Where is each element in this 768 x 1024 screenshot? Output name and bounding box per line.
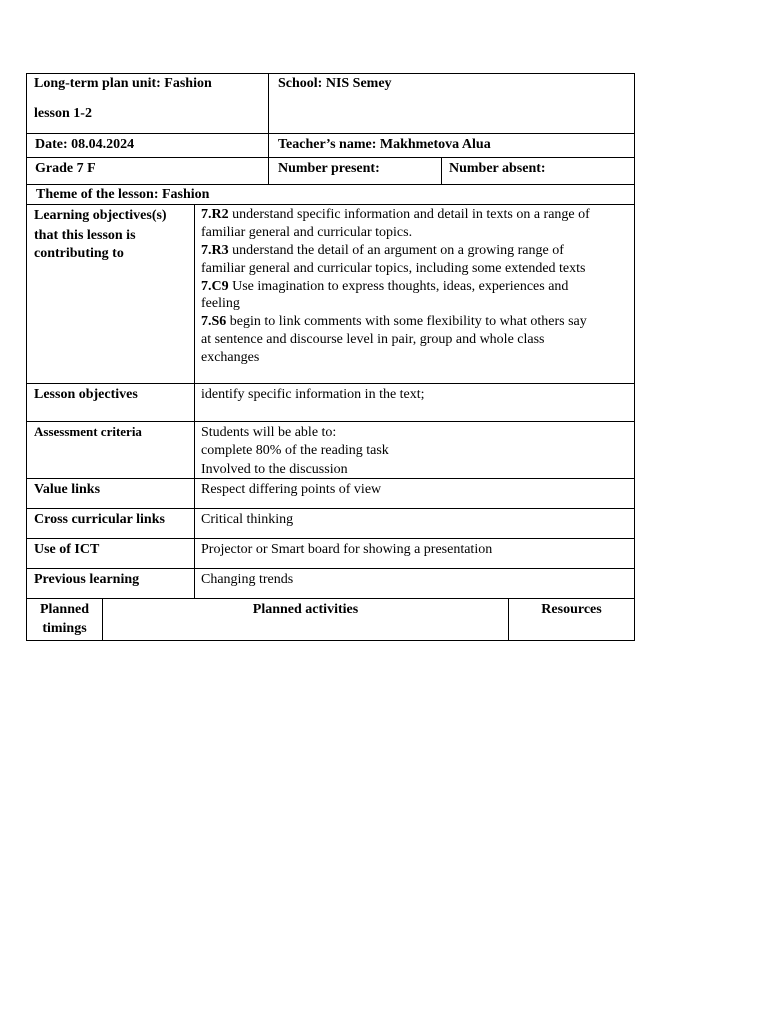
table-border <box>441 157 442 184</box>
teacher-name: Teacher’s name: Makhmetova Alua <box>278 137 491 152</box>
table-border <box>26 157 635 158</box>
table-border <box>26 184 635 185</box>
planned-timings-header: Planned <box>39 602 89 617</box>
table-border <box>26 538 635 539</box>
table-border <box>26 204 635 205</box>
value-links-value: Respect differing points of view <box>201 482 382 497</box>
objective-text: familiar general and curricular topics, including some extended texts <box>201 261 586 276</box>
resources-header: Resources <box>541 602 602 617</box>
learning-objectives-label: Learning objectives(s) <box>34 208 167 223</box>
use-of-ict-value: Projector or Smart board for showing a presentation <box>201 542 493 557</box>
objective-code: 7.S6 <box>201 314 227 329</box>
objective-text: exchanges <box>201 350 260 365</box>
objective-code: 7.R2 <box>201 207 229 222</box>
learning-objectives-label: contributing to <box>34 246 124 261</box>
lesson-objectives-value: identify specific information in the text; <box>201 387 425 402</box>
table-border <box>26 598 635 599</box>
objective-line <box>201 278 568 296</box>
table-border <box>268 73 269 184</box>
use-of-ict-label: Use of ICT <box>34 542 100 557</box>
assessment-criteria-value: Involved to the discussion <box>201 462 348 477</box>
objective-text: begin to link comments with some flexibility to what others say <box>226 314 587 329</box>
table-border <box>634 73 635 641</box>
table-border <box>26 421 635 422</box>
table-border <box>26 383 635 384</box>
table-border <box>194 204 195 598</box>
table-border <box>26 73 635 74</box>
objective-text: Use imagination to express thoughts, ideas, experiences and <box>228 279 569 294</box>
previous-learning-value: Changing trends <box>201 572 294 587</box>
objective-text: understand the detail of an argument on a growing range of <box>228 243 564 258</box>
number-present: Number present: <box>278 161 380 176</box>
objective-code: 7.C9 <box>201 279 229 294</box>
objective-line <box>201 242 564 260</box>
grade: Grade 7 F <box>35 161 96 176</box>
assessment-criteria-label: Assessment criteria <box>34 424 142 439</box>
table-border <box>26 73 27 641</box>
table-border <box>26 568 635 569</box>
objective-text: feeling <box>201 296 240 311</box>
planned-activities-header: Planned activities <box>252 602 359 617</box>
lesson-objectives-label: Lesson objectives <box>34 387 138 402</box>
lesson-theme: Theme of the lesson: Fashion <box>36 187 210 202</box>
lesson-date: Date: 08.04.2024 <box>35 137 135 152</box>
objective-line <box>201 313 587 331</box>
value-links-label: Value links <box>34 482 101 497</box>
number-absent: Number absent: <box>449 161 546 176</box>
previous-learning-label: Previous learning <box>34 572 140 587</box>
objective-text: at sentence and discourse level in pair, group and whole class <box>201 332 545 347</box>
table-border <box>26 133 635 134</box>
cross-curricular-label: Cross curricular links <box>34 512 165 527</box>
table-border <box>26 508 635 509</box>
unit-title: Long-term plan unit: Fashion <box>34 76 212 91</box>
objective-line <box>201 206 590 224</box>
objective-code: 7.R3 <box>201 243 229 258</box>
school-name: School: NIS Semey <box>278 76 392 91</box>
cross-curricular-value: Critical thinking <box>201 512 294 527</box>
planned-timings-header: timings <box>42 621 87 636</box>
objective-text: familiar general and curricular topics. <box>201 225 413 240</box>
assessment-criteria-value: complete 80% of the reading task <box>201 443 389 458</box>
unit-lesson: lesson 1-2 <box>34 106 92 121</box>
table-border <box>26 640 635 641</box>
learning-objectives-label: that this lesson is <box>34 228 136 243</box>
assessment-criteria-value: Students will be able to: <box>201 425 337 440</box>
objective-text: understand specific information and detail in texts on a range of <box>228 207 590 222</box>
